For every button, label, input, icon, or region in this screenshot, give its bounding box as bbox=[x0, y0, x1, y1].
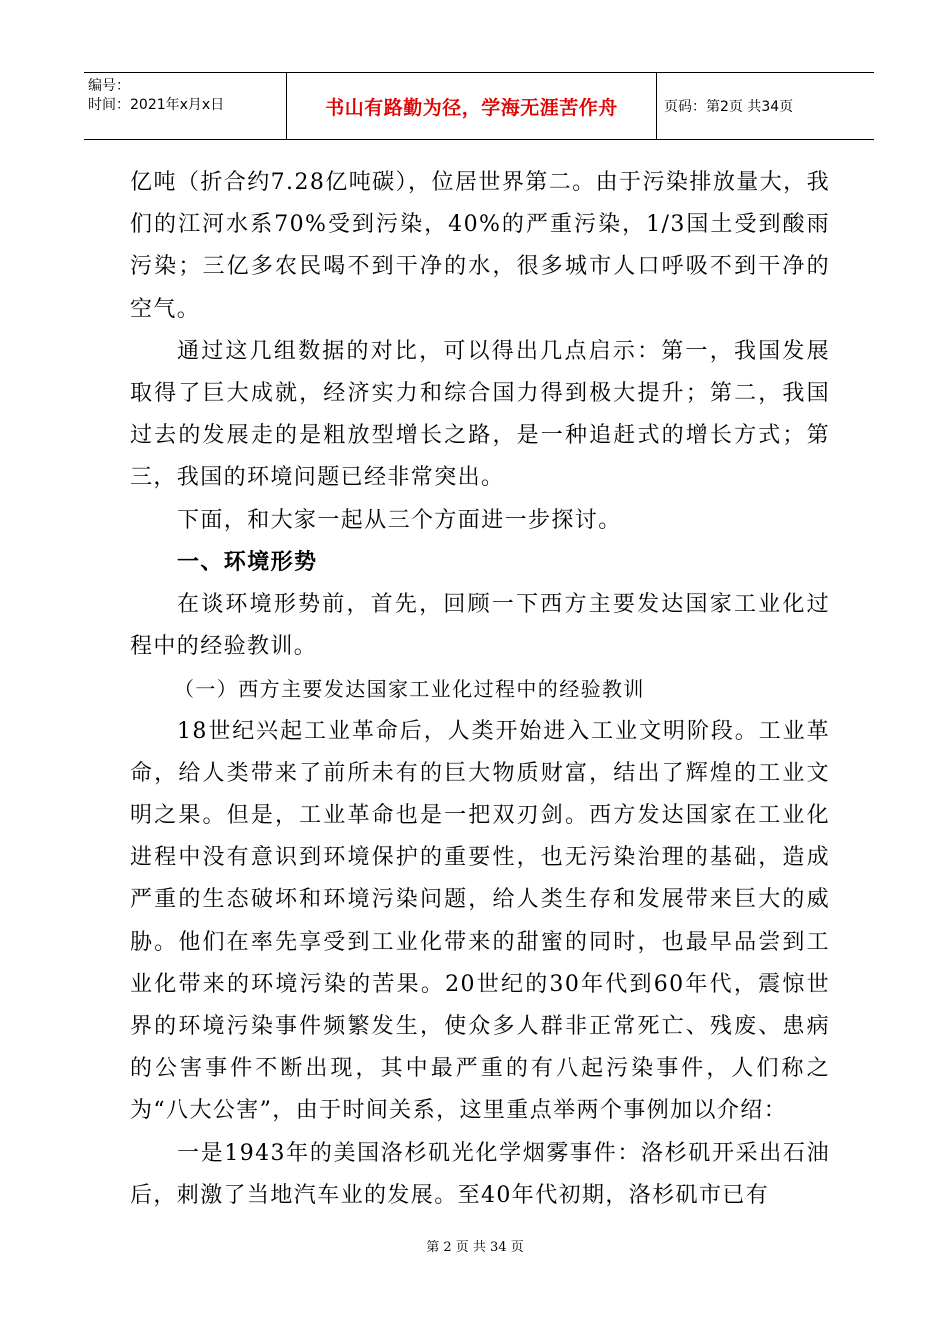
page-footer: 第 2 页 共 34 页 bbox=[426, 1240, 524, 1255]
paragraph: 亿吨（折合约7.28亿吨碳），位居世界第二。由于污染排放量大，我们的江河水系70%受到污染，40%的严重污染，1/3国土受到酸雨污染；三亿多农民喝不到干净的水，很多城市人口呼吸不到干净的空气。 bbox=[130, 170, 830, 322]
document-body bbox=[130, 162, 830, 1217]
paragraph: 18世纪兴起工业革命后，人类开始进入工业文明阶段。工业革命，给人类带来了前所未有的巨大物质财富，结出了辉煌的工业文明之果。但是，工业革命也是一把双刃剑。西方发达国家在工业化进程中没有意识到环境保护的重要性，也无污染治理的基础，造成严重的生态破坏和环境污染问题，给人类生存和发展带来巨大的威胁。他们在率先享受到工业化带来的甜蜜的同时，也最早品尝到工业化带来的环境污染的苦果。20世纪的30年代到60年代，震惊世界的环境污染事件频繁发生，使众多人群非正常死亡、残废、患病的公害事件不断出现，其中最严重的有八起污染事件，人们称之为“八大公害”，由于时间关系，这里重点举两个事例加以介绍： bbox=[130, 718, 830, 1124]
paragraph: 在谈环境形势前，首先，回顾一下西方主要发达国家工业化过程中的经验教训。 bbox=[130, 592, 830, 660]
page-header bbox=[84, 72, 874, 140]
paragraph: 通过这几组数据的对比，可以得出几点启示：第一，我国发展取得了巨大成就，经济实力和综合国力得到极大提升；第二，我国过去的发展走的是粗放型增长之路，是一种追赶式的增长方式；第三，我国的环境问题已经非常突出。 bbox=[130, 338, 830, 491]
header-page-info: 页码：第2页 共34页 bbox=[664, 99, 794, 115]
document-date: 时间：2021年x月x日 bbox=[88, 97, 225, 113]
header-meta bbox=[88, 77, 224, 115]
document-number-label: 编号： bbox=[88, 78, 130, 94]
header-motto: 书山有路勤为径，学海无涯苦作舟 bbox=[325, 96, 618, 119]
section-heading: 一、环境形势 bbox=[177, 549, 318, 575]
paragraph: 下面，和大家一起从三个方面进一步探讨。 bbox=[177, 507, 622, 533]
subsection-heading: （一）西方主要发达国家工业化过程中的经验教训 bbox=[174, 677, 645, 702]
paragraph: 一是1943年的美国洛杉矶光化学烟雾事件：洛杉矶开采出石油后，刺激了当地汽车业的发展。至40年代初期，洛杉矶市已有 bbox=[130, 1140, 830, 1208]
header-divider bbox=[656, 73, 657, 139]
